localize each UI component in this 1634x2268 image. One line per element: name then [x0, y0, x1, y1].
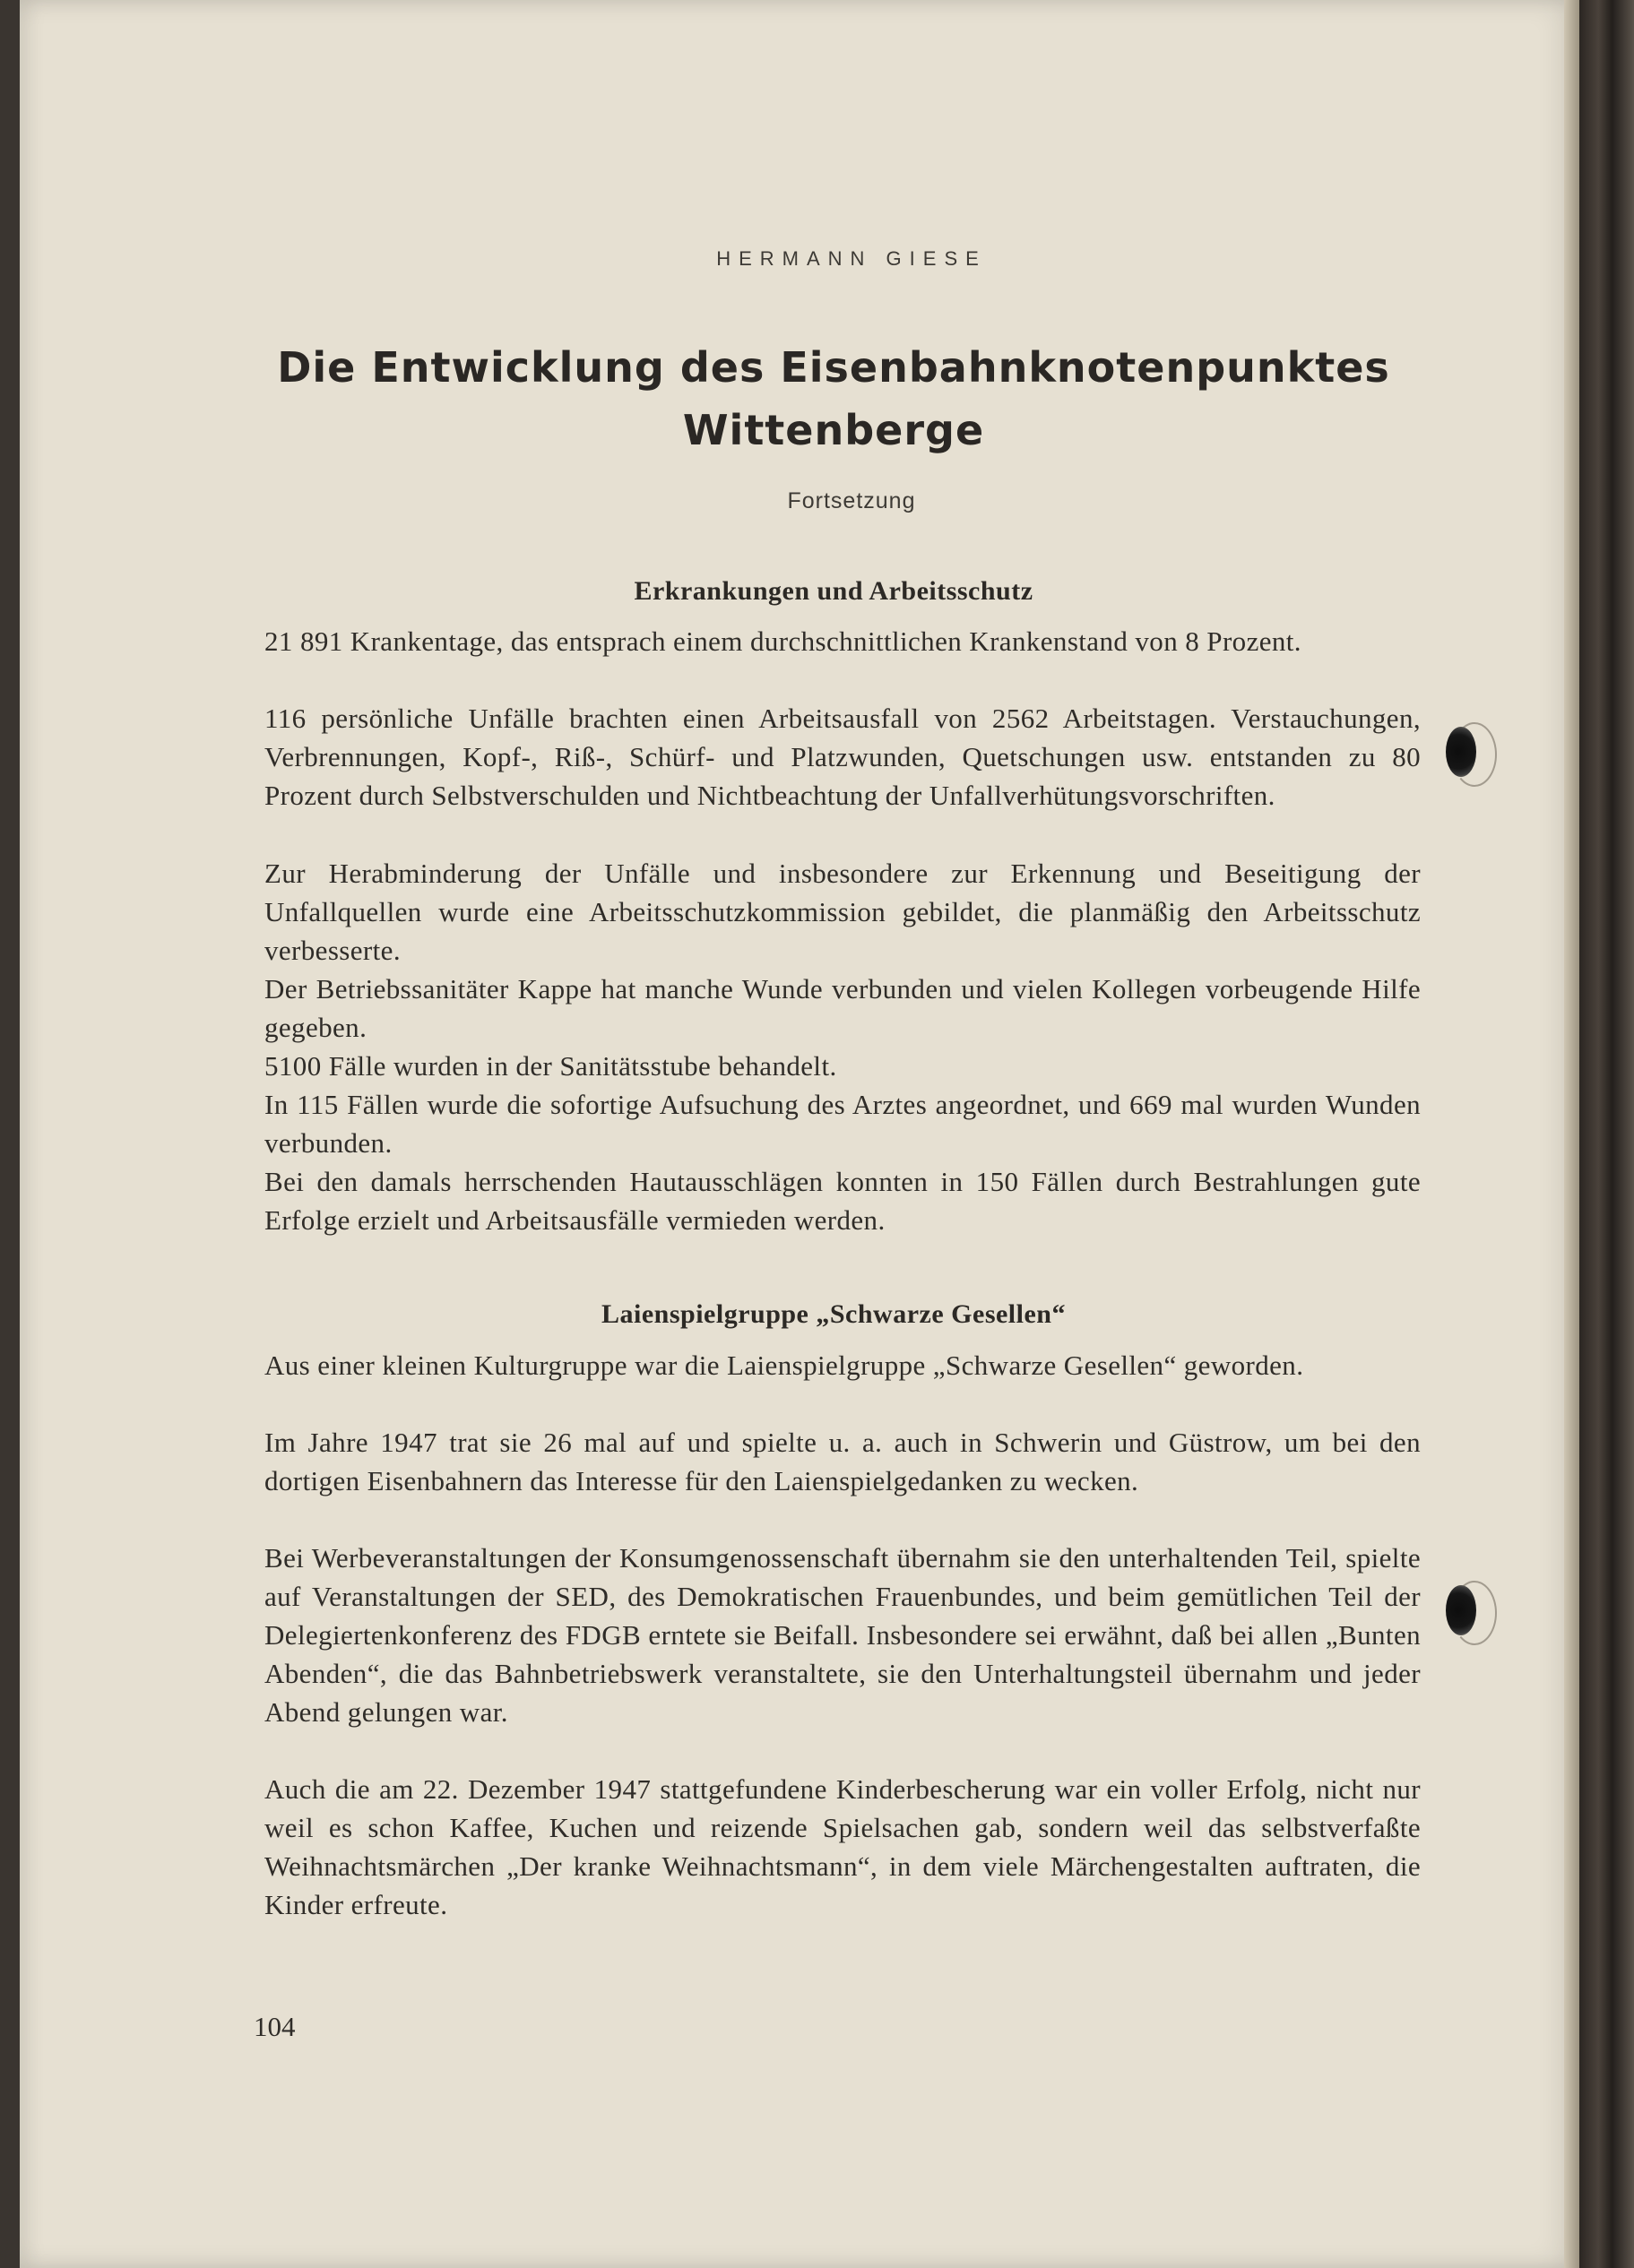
paragraph: 21 891 Krankentage, das entsprach einem durchschnittlichen Krankenstand von 8 Prozent.: [264, 625, 1301, 657]
paragraph: Zur Herabminderung der Unfälle und insbesondere zur Erkennung und Beseitigung der Unfallquellen wurde eine Arbeitsschutzkommission gebildet, die planmäßig den Arbeitsschutz verbesserte.: [264, 858, 1421, 966]
title-line-2: Wittenberge: [682, 406, 985, 454]
page-edge: [1564, 0, 1579, 2268]
section-heading-arbeitsschutz: Erkrankungen und Arbeitsschutz: [634, 576, 1033, 606]
paragraph: Bei den damals herrschenden Hautausschlägen konnten in 150 Fällen durch Bestrahlungen gute Erfolge erzielt und Arbeitsausfälle vermieden werden.: [264, 1166, 1421, 1236]
paragraph: In 115 Fällen wurde die sofortige Aufsuchung des Arztes angeordnet, und 669 mal wurden Wunden verbunden.: [264, 1089, 1421, 1159]
paragraph: Der Betriebssanitäter Kappe hat manche Wunde verbunden und vielen Kollegen vorbeugende Hilfe gegeben.: [264, 973, 1421, 1043]
section-heading-laienspielgruppe: Laienspielgruppe „Schwarze Gesellen“: [601, 1299, 1066, 1329]
paragraph: 116 persönliche Unfälle brachten einen Arbeitsausfall von 2562 Arbeitstagen. Verstauchungen, Verbrennungen, Kopf-, Riß-, Schürf- und Platzwunden, Quetschungen usw. entstanden zu 80 Prozent durch Selbstverschulden und Nichtbeachtung der Unfallverhütungsvorschriften.: [264, 703, 1421, 811]
binding-hole-icon: [1446, 1585, 1476, 1635]
paragraph: 5100 Fälle wurden in der Sanitätsstube behandelt.: [264, 1050, 837, 1082]
title-line-1: Die Entwicklung des Eisenbahnknotenpunktes: [277, 343, 1390, 392]
article-subtitle: Fortsetzung: [787, 488, 916, 513]
page-number: 104: [254, 2011, 296, 2042]
paragraph: Bei Werbeveranstaltungen der Konsumgenossenschaft übernahm sie den unterhaltenden Teil, spielte auf Veranstaltungen der SED, des Demokratischen Frauenbundes, und beim gemütlichen Teil der Delegiertenkonferenz des FDGB erntete sie Beifall. Insbesondere sei erwähnt, daß bei allen „Bunten Abenden“, die das Bahnbetriebswerk veranstaltete, sie den Unterhaltungsteil übernahm und jeder Abend gelungen war.: [264, 1542, 1421, 1728]
paragraph: Auch die am 22. Dezember 1947 stattgefundene Kinderbescherung war ein voller Erfolg, nicht nur weil es schon Kaffee, Kuchen und reizende Spielsachen gab, sondern weil das selbstverfaßte Weihnachtsmärchen „Der kranke Weihnachtsmann“, in dem viele Märchengestalten auftraten, die Kinder erfreute.: [264, 1773, 1421, 1920]
binding-hole-icon: [1446, 727, 1476, 777]
paragraph: Aus einer kleinen Kulturgruppe war die Laienspielgruppe „Schwarze Gesellen“ geworden.: [264, 1350, 1304, 1381]
paragraph: Im Jahre 1947 trat sie 26 mal auf und spielte u. a. auch in Schwerin und Güstrow, um bei den dortigen Eisenbahnern das Interesse für den Laienspielgedanken zu wecken.: [264, 1427, 1421, 1496]
article-title: [251, 336, 1416, 461]
author-name: HERMANN GIESE: [716, 247, 987, 270]
book-spine: [1579, 0, 1634, 2268]
